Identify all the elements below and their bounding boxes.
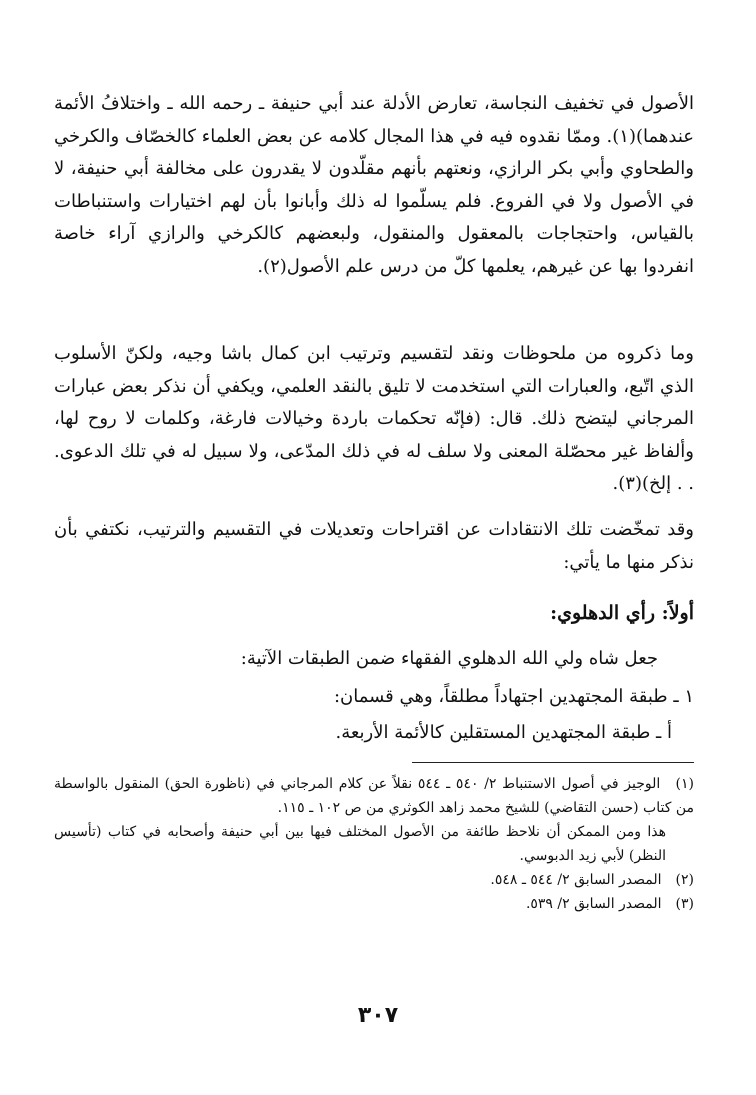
section-heading: أولاً: رأي الدهلوي:	[550, 602, 694, 624]
paragraph-2: وما ذكروه من ملحوظات ونقد لتقسيم وترتيب ابن كمال باشا وجيه، ولكنّ الأسلوب الذي اتّبع، والعبارات التي استخدمت لا تليق بالنقد العلمي، ويكفي أن نذكر بعض عبارات المرجاني ليتضح ذلك. قال: (فإنّه تحكمات باردة وخيالات فارغة، وكلمات لا روح لها، وألفاظ غير محصّلة المعنى ولا سلف له في ذلك المدّعى، ولا سبيل له في تلك الدعوى. . . إلخ)(٣).	[54, 343, 695, 494]
paragraph-1-block	[54, 88, 694, 283]
footnotes-section	[54, 772, 694, 916]
footnote-1-continuation: هذا ومن الممكن أن نلاحظ طائفة من الأصول المختلف فيها بين أبي حنيفة وأصحابه في كتاب (تأسيس النظر) لأبي زيد الدبوسي.	[54, 824, 666, 864]
list-item-1: ١ ـ طبقة المجتهدين اجتهاداً مطلقاً، وهي قسمان:	[333, 686, 694, 707]
footnote-3-number: (٣)	[675, 896, 694, 912]
footnote-1-number: (١)	[675, 776, 694, 792]
footnote-1	[54, 772, 694, 820]
page-number: ٣٠٧	[357, 1003, 399, 1028]
paragraph-3: وقد تمخّضت تلك الانتقادات عن اقتراحات وتعديلات في التقسيم والترتيب، نكتفي بأن نذكر منها ما يأتي:	[54, 519, 694, 573]
paragraph-3-block	[54, 514, 694, 579]
footnote-divider	[412, 762, 694, 763]
list-intro-line: جعل شاه ولي الله الدهلوي الفقهاء ضمن الطبقات الآتية:	[240, 648, 658, 669]
footnote-2-number: (٢)	[675, 872, 694, 888]
footnote-3	[54, 892, 694, 916]
paragraph-1: الأصول في تخفيف النجاسة، تعارض الأدلة عند أبي حنيفة ـ رحمه الله ـ واختلافُ الأئمة عندهما)(١). وممّا نقدوه فيه في هذا المجال كلامه عن بعض العلماء كالخصّاف والكرخي والطحاوي وأبي بكر الرازي، ونعتهم بأنهم مقلّدون لا يقدرون على مخالفة أبي حنيفة، لا في الأصول ولا في الفروع. فلم يسلّموا له ذلك وأبانوا بأن لهم اختيارات واستنباطات بالقياس، واحتجاجات بالمعقول والمنقول، ولبعضهم كالكرخي والرازي آراء خاصة انفردوا بها عن غيرهم، يعلمها كلّ من درس علم الأصول(٢).	[54, 93, 694, 277]
footnote-2	[54, 868, 694, 892]
footnote-2-text: المصدر السابق ٢/ ٥٤٤ ـ ٥٤٨.	[490, 872, 662, 888]
footnote-1-text: الوجيز في أصول الاستنباط ٢/ ٥٤٠ ـ ٥٤٤ نقلاً عن كلام المرجاني في (ناظورة الحق) المنقول بالواسطة من كتاب (حسن التقاضي) للشيخ محمد زاهد الكوثري من ص ١٠٢ ـ ١١٥.	[54, 776, 694, 816]
footnote-3-text: المصدر السابق ٢/ ٥٣٩.	[525, 896, 662, 912]
list-subitem-a: أ ـ طبقة المجتهدين المستقلين كالأئمة الأربعة.	[335, 722, 672, 743]
paragraph-2-block	[54, 338, 694, 501]
